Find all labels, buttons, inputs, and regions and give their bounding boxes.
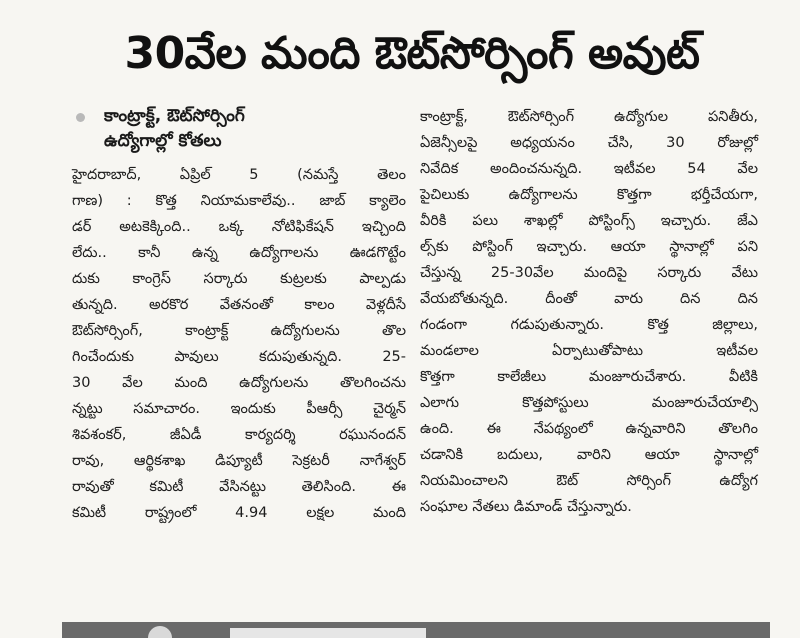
footer-decoration <box>148 626 172 638</box>
article-line: ల్స్‌కు పోస్టింగ్ ఇచ్చారు. ఆయా స్థానాల్లో పని <box>420 239 758 255</box>
article-line: ఎలాగు కొత్తపోస్టులు మంజూరుచేయాల్సి <box>420 395 758 411</box>
article-line: 30 వేల మంది ఉద్యోగులను తొలగించను <box>72 375 406 391</box>
article-line: డర్ అటకెక్కింది.. ఒక్క నోటిఫికేషన్ ఇచ్చింది <box>72 219 406 235</box>
article-line: ఉంది. ఈ నేపథ్యంలో ఉన్నవారిని తొలగిం <box>420 421 758 437</box>
right-column <box>420 104 758 604</box>
article-line: తున్నది. అరకొర వేతనంతో కాలం వెళ్లదీసే <box>72 297 406 313</box>
article-line: గాణ) : కొత్త నియామకాలేవు.. జాబ్ క్యాలెం <box>72 193 406 209</box>
article-line: లేదు.. కానీ ఉన్న ఉద్యోగాలను ఊడగొట్టేం <box>72 245 406 261</box>
article-line: ఔట్‌సోర్సింగ్, కాంట్రాక్ట్ ఉద్యోగులను తొల <box>72 323 406 339</box>
headline: 30వేల మంది ఔట్‌సోర్సింగ్ అవుట్ <box>124 28 700 79</box>
article-line: ఏజెన్సీలపై అధ్యయనం చేసి, 30 రోజుల్లో <box>420 135 758 151</box>
article-line: కాంట్రాక్ట్, ఔట్‌సోర్సింగ్ ఉద్యోగుల పనితీరు, <box>420 109 758 125</box>
article-line: చేస్తున్న 25-30వేల మందిపై సర్కారు వేటు <box>420 265 758 281</box>
article-line: వేయబోతున్నది. దీంతో వారు దిన దిన <box>420 291 758 307</box>
article-line: పైచిలుకు ఉద్యోగాలను కొత్తగా భర్తీచేయగా, <box>420 187 758 203</box>
subheadline <box>72 104 406 154</box>
article-line: చడానికి బదులు, వారిని ఆయా స్థానాల్లో <box>420 447 758 463</box>
article-line: గించేందుకు పావులు కదుపుతున్నది. 25- <box>72 349 406 365</box>
article-line: శివశంకర్, జీఏడీ కార్యదర్శి రఘునందన్ <box>72 427 406 443</box>
subheadline-line: ఉద్యోగాల్లో కోతలు <box>104 131 222 151</box>
footer-strip <box>62 622 770 638</box>
bullet-icon <box>76 113 85 122</box>
article-line: రావు, ఆర్థికశాఖ డిప్యూటీ సెక్రటరీ నాగేశ్వర్ <box>72 453 406 469</box>
article-line: న్నట్టు సమాచారం. ఇందుకు పీఆర్సీ చైర్మన్ <box>72 401 406 417</box>
article-line: మండలాల ఏర్పాటుతోపాటు ఇటీవల <box>420 343 758 359</box>
left-column <box>72 96 406 610</box>
article-line: నివేదిక అందించనున్నది. ఇటీవల 54 వేల <box>420 161 758 177</box>
footer-decoration <box>230 628 426 638</box>
article-line: కమిటీ రాష్ట్రంలో 4.94 లక్షల మంది <box>72 505 406 521</box>
article-line: వీరికి పలు శాఖల్లో పోస్టింగ్స్ ఇచ్చారు. జేఎ <box>420 213 758 229</box>
article-line: సంఘాల నేతలు డిమాండ్ చేస్తున్నారు. <box>420 499 632 515</box>
article-line: హైదరాబాద్, ఏప్రిల్ 5 (నమస్తే తెలం <box>72 167 406 183</box>
article-line: నియమించాలని ఔట్ సోర్సింగ్ ఉద్యోగ <box>420 473 758 489</box>
article-line: రావుతో కమిటీ వేసినట్టు తెలిసింది. ఈ <box>72 479 406 495</box>
article-line: కొత్తగా కాలేజీలు మంజూరుచేశారు. వీటికి <box>420 369 758 385</box>
article-line: దుకు కాంగ్రెస్ సర్కారు కుట్రలకు పాల్పడు <box>72 271 406 287</box>
article-line: గండంగా గడుపుతున్నారు. కొత్త జిల్లాలు, <box>420 317 758 333</box>
left-column-body <box>72 162 406 526</box>
subheadline-line: కాంట్రాక్ట్, ఔట్‌సోర్సింగ్ <box>104 106 245 126</box>
